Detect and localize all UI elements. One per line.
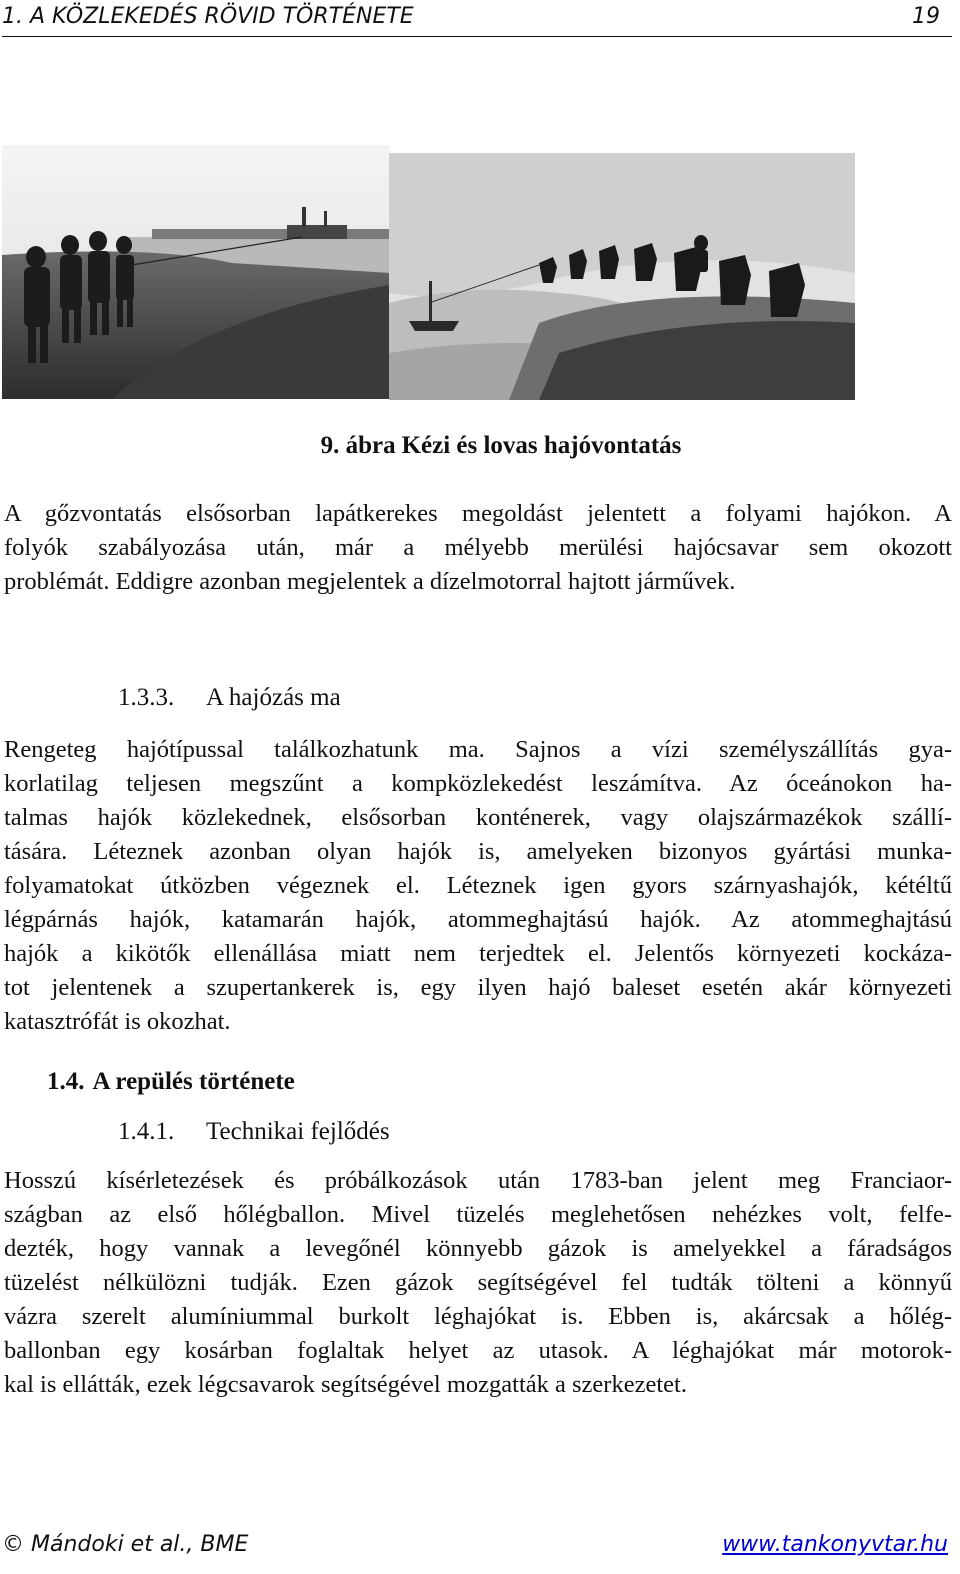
text-line: talmas hajók közlekednek, elsősorban konténerek, vagy olajszármazékok szállí- [4, 804, 952, 831]
chapter-title: 1. A KÖZLEKEDÉS RÖVID TÖRTÉNETE [2, 4, 414, 29]
text-line: Hosszú kísérletezések és próbálkozások után 1783-ban jelent meg Franciaor- [4, 1167, 952, 1194]
text-line: tot jelentenek a szupertankerek is, egy ilyen hajó baleset esetén akár környezeti [4, 974, 952, 1001]
page-number: 19 [912, 4, 940, 29]
manual-towing-photo [2, 145, 390, 399]
text-line: problémát. Eddigre azonban megjelentek a dízelmotorral hajtott járművek. [4, 568, 736, 595]
text-line: korlatilag teljesen megszűnt a kompközlekedést leszámítva. Az óceánokon ha- [4, 770, 952, 797]
paragraph-technical-development [4, 1164, 952, 1402]
text-line: légpárnás hajók, katamarán hajók, atommeghajtású hajók. Az atommeghajtású [4, 906, 952, 933]
text-line: szágban az első hőlégballon. Mivel tüzelés meglehetősen nehézkes volt, felfe- [4, 1201, 952, 1228]
subsection-heading-1-3-3 [118, 684, 341, 712]
text-line: tására. Léteznek azonban olyan hajók is, amelyeken bizonyos gyártási munka- [4, 838, 952, 865]
subsection-heading-1-4-1 [118, 1118, 390, 1146]
text-line: Rengeteg hajótípussal találkozhatunk ma. Sajnos a vízi személyszállítás gya- [4, 736, 952, 763]
section-heading-1-4 [47, 1068, 295, 1096]
paragraph-shipping-today [4, 733, 952, 1039]
running-header [2, 2, 952, 37]
subsection-title: A hajózás ma [206, 684, 341, 711]
figure-caption-text: Kézi és lovas hajóvontatás [401, 432, 682, 459]
text-line: ballonban egy kosárban foglaltak helyet az utasok. A léghajókat már motorok- [4, 1337, 952, 1364]
subsection-number: 1.4.1. [118, 1118, 175, 1145]
paragraph-steam-towing [4, 497, 952, 599]
subsection-title: Technikai fejlődés [206, 1118, 390, 1145]
section-title: A repülés története [92, 1068, 295, 1095]
horse-towing-engraving [389, 153, 855, 400]
website-link[interactable]: www.tankonyvtar.hu [722, 1532, 948, 1557]
text-line: folyók szabályozása után, már a mélyebb merülési hajócsavar sem okozott [4, 534, 952, 561]
text-line: kal is ellátták, ezek légcsavarok segítségével mozgatták a szerkezetet. [4, 1371, 687, 1398]
text-line: tüzelést nélkülözni tudják. Ezen gázok segítségével fel tudták tölteni a könnyű [4, 1269, 952, 1296]
text-line: A gőzvontatás elsősorban lapátkerekes megoldást jelentett a folyami hajókon. A [4, 500, 952, 527]
figure-caption [0, 432, 960, 460]
section-number: 1.4. [47, 1068, 85, 1095]
text-line: hajók a kikötők ellenállása miatt nem terjedtek el. Jelentős környezeti kockáza- [4, 940, 952, 967]
text-line: katasztrófát is okozhat. [4, 1008, 231, 1035]
figure-number: 9. ábra [320, 432, 396, 459]
copyright-notice: © Mándoki et al., BME [2, 1532, 249, 1557]
subsection-number: 1.3.3. [118, 684, 175, 711]
text-line: vázra szerelt alumíniummal burkolt léghajókat is. Ebben is, akárcsak a hőlég- [4, 1303, 952, 1330]
page-footer [2, 1530, 948, 1566]
text-line: folyamatokat útközben végeznek el. Léteznek igen gyors szárnyashajók, kétéltű [4, 872, 952, 899]
text-line: dezték, hogy vannak a levegőnél könnyebb gázok is amelyekkel a fáradságos [4, 1235, 952, 1262]
